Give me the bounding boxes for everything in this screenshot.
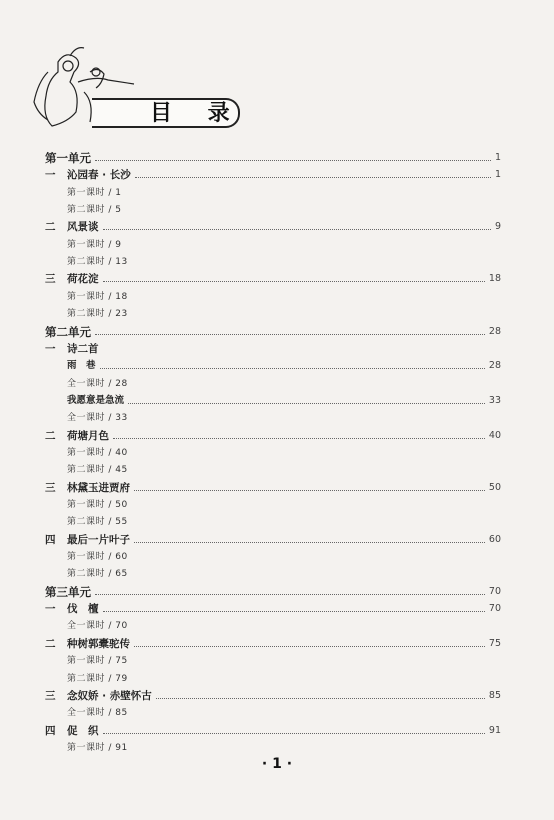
toc-entry-label: 第一课时 / 75 xyxy=(67,656,128,667)
toc-entry-page: 40 xyxy=(488,429,501,441)
page-number: · 1 · xyxy=(261,756,293,772)
toc-entry-period xyxy=(45,198,501,216)
toc-entry-label: 诗二首 xyxy=(67,342,99,355)
toc-entry-period xyxy=(45,562,501,580)
toc-entry-lesson xyxy=(45,163,501,181)
toc-entry-label: 第三单元 xyxy=(45,584,91,599)
dot-leader xyxy=(100,368,485,369)
toc-entry-period xyxy=(45,250,501,268)
toc-entry-sub xyxy=(45,389,501,407)
dot-leader xyxy=(103,733,485,734)
toc-entry-page: 28 xyxy=(488,325,501,337)
toc-entry-page: 28 xyxy=(488,360,501,372)
dot-leader xyxy=(134,542,485,543)
dot-leader xyxy=(113,438,485,439)
toc-entry-unit xyxy=(45,146,501,164)
toc-entry-label: 风景谈 xyxy=(67,221,99,234)
toc-entry-period xyxy=(45,406,501,424)
toc-entry-page: 70 xyxy=(488,585,501,597)
toc-entry-label: 促 织 xyxy=(67,724,99,737)
toc-entry-lesson xyxy=(45,719,501,737)
toc-entry-lesson xyxy=(45,528,501,546)
toc-entry-label: 第二单元 xyxy=(45,324,91,339)
toc-entry-period xyxy=(45,441,501,459)
toc-entry-page: 60 xyxy=(488,533,501,545)
toc-entry-number: 一 xyxy=(45,169,56,182)
toc-entry-period xyxy=(45,285,501,303)
toc-entry-label: 全一课时 / 70 xyxy=(67,621,128,632)
toc-entry-period xyxy=(45,701,501,719)
toc-entry-number: 四 xyxy=(45,533,56,546)
toc-entry-label: 第一课时 / 1 xyxy=(67,187,122,198)
toc-entry-page: 50 xyxy=(488,481,501,493)
toc-entry-period xyxy=(45,233,501,251)
dot-leader xyxy=(103,229,491,230)
toc-entry-label: 种树郭橐驼传 xyxy=(67,637,130,650)
toc-entry-period xyxy=(45,649,501,667)
toc-entry-period xyxy=(45,736,501,754)
toc-entry-label: 第一课时 / 18 xyxy=(67,291,128,302)
toc-entry-page: 85 xyxy=(488,689,501,701)
dot-leader xyxy=(103,281,485,282)
dot-leader xyxy=(134,490,485,491)
toc-entry-period xyxy=(45,181,501,199)
toc-entry-page: 33 xyxy=(488,394,501,406)
toc-entry-number: 三 xyxy=(45,481,56,494)
toc-entry-label: 第一单元 xyxy=(45,151,91,165)
dot-leader xyxy=(103,611,485,612)
toc-entry-lesson xyxy=(45,476,501,494)
toc-entry-page: 70 xyxy=(488,603,501,615)
toc-entry-label: 第二课时 / 45 xyxy=(67,465,128,476)
toc-entry-label: 荷花淀 xyxy=(67,273,99,286)
toc-entry-label: 第二课时 / 23 xyxy=(67,309,128,320)
toc-entry-page: 75 xyxy=(488,637,501,649)
toc-entry-page: 91 xyxy=(488,724,501,736)
toc-entry-label: 第二课时 / 13 xyxy=(67,257,128,268)
toc-entry-lesson xyxy=(45,215,501,233)
toc-entry-label: 最后一片叶子 xyxy=(67,533,130,546)
dot-leader xyxy=(134,646,485,647)
toc-entry-period xyxy=(45,545,501,563)
toc-entry-period xyxy=(45,510,501,528)
dot-leader xyxy=(95,160,491,161)
toc-entry-lesson xyxy=(45,684,501,702)
toc-entry-number: 二 xyxy=(45,429,56,442)
toc-entry-period xyxy=(45,458,501,476)
toc-entry-label: 全一课时 / 85 xyxy=(67,708,128,719)
toc-entry-label: 全一课时 / 33 xyxy=(67,413,128,424)
toc-entry-number: 三 xyxy=(45,689,56,702)
toc-entry-lesson xyxy=(45,337,501,355)
toc-entry-number: 一 xyxy=(45,342,56,355)
toc-entry-page: 1 xyxy=(494,169,501,181)
toc-entry-label: 第一课时 / 9 xyxy=(67,239,122,250)
dot-leader xyxy=(135,177,491,178)
toc-entry-label: 第一课时 / 50 xyxy=(67,500,128,510)
toc-entry-period xyxy=(45,493,501,511)
toc-entry-lesson xyxy=(45,632,501,650)
toc-entry-page: 1 xyxy=(494,152,501,163)
toc-entry-number: 三 xyxy=(45,273,56,286)
toc-entry-label: 我愿意是急流 xyxy=(67,394,125,406)
toc-entry-lesson xyxy=(45,597,501,615)
toc-entry-label: 第二课时 / 55 xyxy=(67,517,128,528)
toc-entry-label: 第二课时 / 65 xyxy=(67,569,128,580)
toc-entry-number: 二 xyxy=(45,221,56,234)
toc-entry-label: 第一课时 / 91 xyxy=(67,742,128,753)
dot-leader xyxy=(156,698,485,699)
toc-entry-label: 荷塘月色 xyxy=(67,429,109,442)
toc-entry-label: 第二课时 / 79 xyxy=(67,673,128,684)
toc-entry-page: 9 xyxy=(494,221,501,233)
toc-entry-page: 18 xyxy=(488,273,501,285)
toc-entry-label: 第二课时 / 5 xyxy=(67,205,122,216)
toc-entry-period xyxy=(45,372,501,390)
toc-entry-period xyxy=(45,614,501,632)
toc-entry-label: 第一课时 / 60 xyxy=(67,552,128,563)
toc-entry-lesson xyxy=(45,424,501,442)
toc-entry-label: 林黛玉进贾府 xyxy=(67,481,130,494)
toc-entry-number: 四 xyxy=(45,724,56,737)
toc-entry-unit xyxy=(45,320,501,338)
dot-leader xyxy=(95,594,485,595)
toc-entry-label: 全一课时 / 28 xyxy=(67,378,128,389)
toc-entry-period xyxy=(45,302,501,320)
toc-entry-sub xyxy=(45,354,501,372)
dot-leader xyxy=(95,334,485,335)
toc-entry-label: 第一课时 / 40 xyxy=(67,447,128,458)
page-title: 目 录 xyxy=(150,100,244,126)
toc-entry-number: 二 xyxy=(45,637,56,650)
toc-entry-lesson xyxy=(45,267,501,285)
toc-entry-label: 伐 檀 xyxy=(67,603,99,616)
toc-entry-number: 一 xyxy=(45,603,56,616)
toc-entry-label: 念奴娇 · 赤壁怀古 xyxy=(67,689,152,702)
toc-entry-period xyxy=(45,667,501,685)
toc-entry-label: 雨 巷 xyxy=(67,360,96,372)
toc-entry-unit xyxy=(45,580,501,598)
toc-entry-label: 沁园春 · 长沙 xyxy=(67,169,131,182)
dot-leader xyxy=(128,403,485,404)
